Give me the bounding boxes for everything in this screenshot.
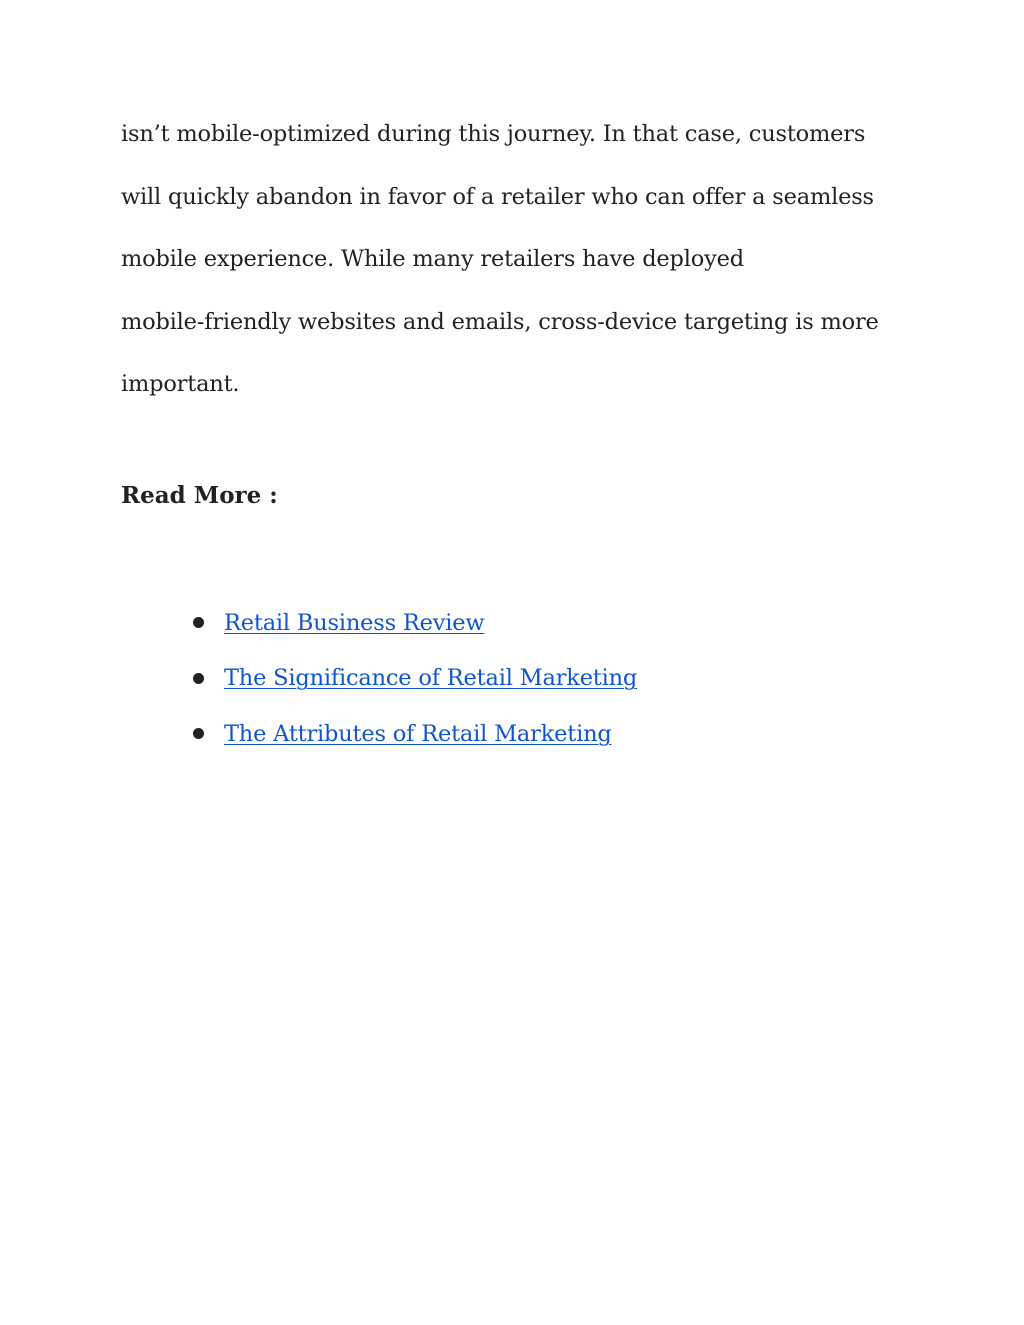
paragraph-line: important. <box>121 371 240 398</box>
body-paragraph <box>121 103 901 416</box>
link-retail-business-review[interactable]: Retail Business Review <box>224 609 485 636</box>
paragraph-line: mobile experience. While many retailers have deployed <box>121 246 744 273</box>
bullet-icon <box>193 728 204 739</box>
paragraph-line: mobile-friendly websites and emails, cross-device targeting is more <box>121 308 879 335</box>
paragraph-line: will quickly abandon in favor of a retailer who can offer a seamless <box>121 183 874 210</box>
list-item <box>188 706 637 762</box>
list-item <box>188 651 637 707</box>
read-more-heading: Read More : <box>121 482 278 509</box>
list-item <box>188 595 637 651</box>
link-attributes-of-retail-marketing[interactable]: The Attributes of Retail Marketing <box>224 720 612 747</box>
link-significance-of-retail-marketing[interactable]: The Significance of Retail Marketing <box>224 665 638 692</box>
paragraph-line: isn’t mobile-optimized during this journey. In that case, customers <box>121 121 866 147</box>
read-more-list <box>188 595 637 762</box>
bullet-icon <box>193 617 204 628</box>
bullet-icon <box>193 673 204 684</box>
